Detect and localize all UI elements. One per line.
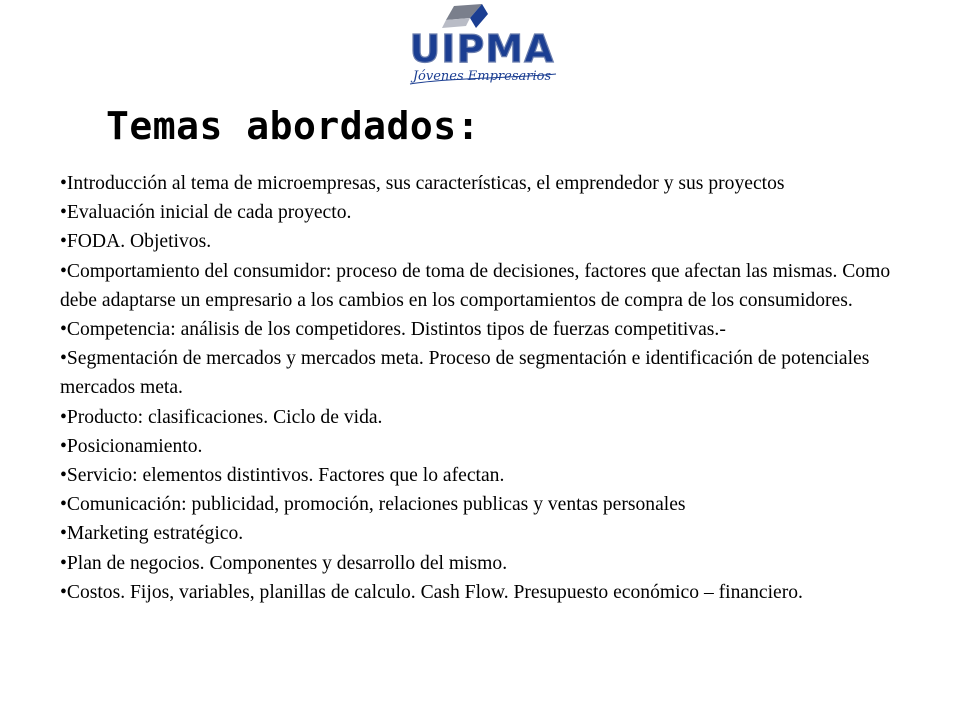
topic-item: [60, 198, 912, 227]
topic-item: [60, 403, 912, 432]
bullet-marker: •: [60, 348, 67, 370]
topic-item: [60, 490, 912, 519]
bullet-marker: •: [60, 406, 67, 428]
topic-text: Producto: clasificaciones. Ciclo de vida.: [66, 406, 383, 428]
bullet-marker: •: [60, 231, 67, 253]
topic-text: FODA. Objetivos.: [66, 231, 212, 253]
bullet-marker: •: [60, 465, 67, 487]
bullet-marker: •: [60, 581, 67, 603]
logo-wordmark: UIPMA: [409, 27, 555, 71]
uipma-logo: [396, 4, 568, 88]
topic-text: Segmentación de mercados y mercados meta. Proceso de segmentación e identificación de potenciales mercados meta.: [60, 348, 870, 399]
topic-item: [60, 519, 912, 548]
bullet-marker: •: [60, 552, 67, 574]
topic-text: Marketing estratégico.: [66, 523, 244, 545]
bullet-marker: •: [60, 260, 67, 282]
topic-item: [60, 432, 912, 461]
logo-tagline: Jóvenes Empresarios: [412, 69, 552, 84]
topic-item: [60, 461, 912, 490]
topic-item: [60, 227, 912, 256]
bullet-marker: •: [60, 494, 67, 516]
topic-text: Comunicación: publicidad, promoción, relaciones publicas y ventas personales: [66, 494, 686, 516]
bullet-marker: •: [60, 523, 67, 545]
topic-item: [60, 549, 912, 578]
bullet-marker: •: [60, 173, 67, 194]
topic-text: Plan de negocios. Componentes y desarrollo del mismo.: [66, 552, 508, 574]
topic-item: [60, 344, 912, 402]
topic-text: Servicio: elementos distintivos. Factores que lo afectan.: [66, 465, 505, 487]
topic-text: Posicionamiento.: [66, 435, 203, 457]
topic-text: Evaluación inicial de cada proyecto.: [66, 202, 352, 224]
topics-list: [60, 169, 912, 607]
topic-item: [60, 257, 912, 315]
topic-item: [60, 578, 912, 607]
topic-item: [60, 315, 912, 344]
bullet-marker: •: [60, 435, 67, 457]
bullet-marker: •: [60, 319, 67, 341]
slide-title: Temas abordados:: [106, 104, 481, 148]
topic-text: Introducción al tema de microempresas, sus características, el emprendedor y sus proyectos: [66, 173, 785, 194]
topic-text: Costos. Fijos, variables, planillas de calculo. Cash Flow. Presupuesto económico – financiero.: [66, 581, 803, 603]
topic-item: [60, 169, 912, 198]
topic-text: Competencia: análisis de los competidores. Distintos tipos de fuerzas competitivas.-: [66, 319, 726, 341]
topic-text: Comportamiento del consumidor: proceso de toma de decisiones, factores que afectan las mismas. Como debe adaptarse un empresario a los cambios en los comportamientos de compra de los consumidores.: [60, 260, 891, 311]
bullet-marker: •: [60, 202, 67, 224]
